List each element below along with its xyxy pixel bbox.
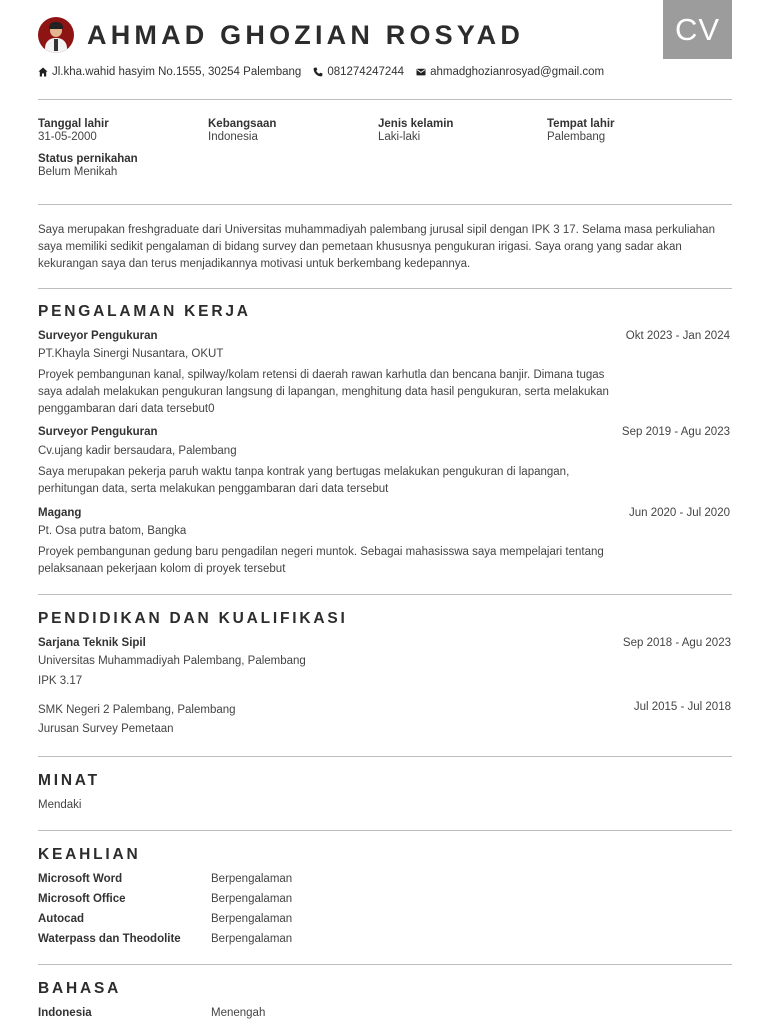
email-text: ahmadghozianrosyad@gmail.com [430, 66, 605, 78]
skill-name: Microsoft Word [38, 873, 123, 885]
job-date: Okt 2023 - Jan 2024 [625, 330, 730, 342]
skill-name: Autocad [38, 913, 84, 925]
language-name: Indonesia [38, 1007, 92, 1019]
address-text: Jl.kha.wahid hasyim No.1555, 30254 Palembang [52, 66, 302, 78]
personal-birthdate: Tanggal lahir 31-05-2000 [38, 118, 109, 143]
edu-detail: Jurusan Survey Pemetaan [38, 723, 174, 735]
skill-name: Microsoft Office [38, 893, 126, 905]
edu-date: Sep 2018 - Agu 2023 [622, 637, 731, 649]
job-description: Proyek pembangunan kanal, spilway/kolam retensi di daerah rawan karhutla dan bencana banjir. Dimana tugas saya adalah melakukan pengukuran langsung di lapangan, menghitung data hasil pengukuran, serta melakukan penggambaran dari data tersebut0 [38, 369, 609, 415]
section-title-education: PENDIDIKAN DAN KUALIFIKASI [38, 610, 348, 627]
edu-school: SMK Negeri 2 Palembang, Palembang [38, 704, 236, 716]
divider [38, 830, 732, 831]
job-company: Cv.ujang kadir bersaudara, Palembang [38, 445, 237, 457]
skill-name: Waterpass dan Theodolite [38, 933, 181, 945]
job-role: Surveyor Pengukuran [38, 426, 158, 438]
section-title-languages: BAHASA [38, 980, 122, 997]
divider [38, 594, 732, 595]
skill-level: Berpengalaman [211, 893, 293, 905]
section-title-interests: MINAT [38, 772, 100, 789]
page-title: AHMAD GHOZIAN ROSYAD [87, 19, 525, 50]
edu-detail: IPK 3.17 [38, 675, 83, 687]
job-description: Saya merupakan pekerja paruh waktu tanpa kontrak yang bertugas melakukan pengukuran di lapangan, perhitungan data, serta melakukan penggambaran dari data tersebut [38, 466, 570, 495]
job-description: Proyek pembangunan gedung baru pengadilan negeri muntok. Sebagai mahasisswa saya mempelajari tentang pelaksanaan pekerjaan kolom di proyek tersebut [38, 546, 604, 575]
section-title-experience: PENGALAMAN KERJA [38, 303, 251, 320]
contact-phone [313, 66, 404, 78]
contact-email [416, 66, 604, 78]
divider [38, 756, 732, 757]
avatar [38, 17, 74, 53]
job-company: Pt. Osa putra batom, Bangka [38, 525, 187, 537]
cv-badge: CV [663, 0, 732, 59]
section-title-skills: KEAHLIAN [38, 846, 141, 863]
contact-address [38, 66, 301, 78]
summary-text: Saya merupakan freshgraduate dari Universitas muhammadiyah palembang jurusal sipil dengan IPK 3 17. Selama masa perkuliahan saya memiliki sedikit pengalaman di bidang survey dan pemetaan khususnya pengukuran irigasi. Saya orang yang sadar akan kekurangan saya dan terus menjadikannya motivasi untuk berkembang kedepannya. [38, 224, 715, 270]
personal-gender: Jenis kelamin Laki-laki [378, 118, 454, 143]
divider [38, 99, 732, 100]
personal-nationality: Kebangsaan Indonesia [208, 118, 277, 143]
personal-marital-status: Status pernikahan Belum Menikah [38, 153, 138, 178]
edu-school: Universitas Muhammadiyah Palembang, Palembang [38, 655, 306, 667]
mail-icon [416, 67, 426, 77]
job-date: Sep 2019 - Agu 2023 [621, 426, 730, 438]
phone-icon [313, 67, 323, 77]
contact-bar [38, 66, 616, 78]
home-icon [38, 67, 48, 77]
interest-item: Mendaki [38, 799, 82, 811]
divider [38, 964, 732, 965]
job-role: Magang [38, 507, 82, 519]
edu-degree: Sarjana Teknik Sipil [38, 637, 146, 649]
header [38, 16, 524, 54]
divider [38, 204, 732, 205]
skill-level: Berpengalaman [211, 933, 293, 945]
skill-level: Berpengalaman [211, 873, 293, 885]
divider [38, 288, 732, 289]
language-level: Menengah [211, 1007, 266, 1019]
edu-date: Jul 2015 - Jul 2018 [633, 701, 731, 713]
phone-text: 081274247244 [327, 66, 405, 78]
skill-level: Berpengalaman [211, 913, 293, 925]
personal-birthplace: Tempat lahir Palembang [547, 118, 615, 143]
job-date: Jun 2020 - Jul 2020 [628, 507, 730, 519]
job-role: Surveyor Pengukuran [38, 330, 158, 342]
job-company: PT.Khayla Sinergi Nusantara, OKUT [38, 348, 224, 360]
